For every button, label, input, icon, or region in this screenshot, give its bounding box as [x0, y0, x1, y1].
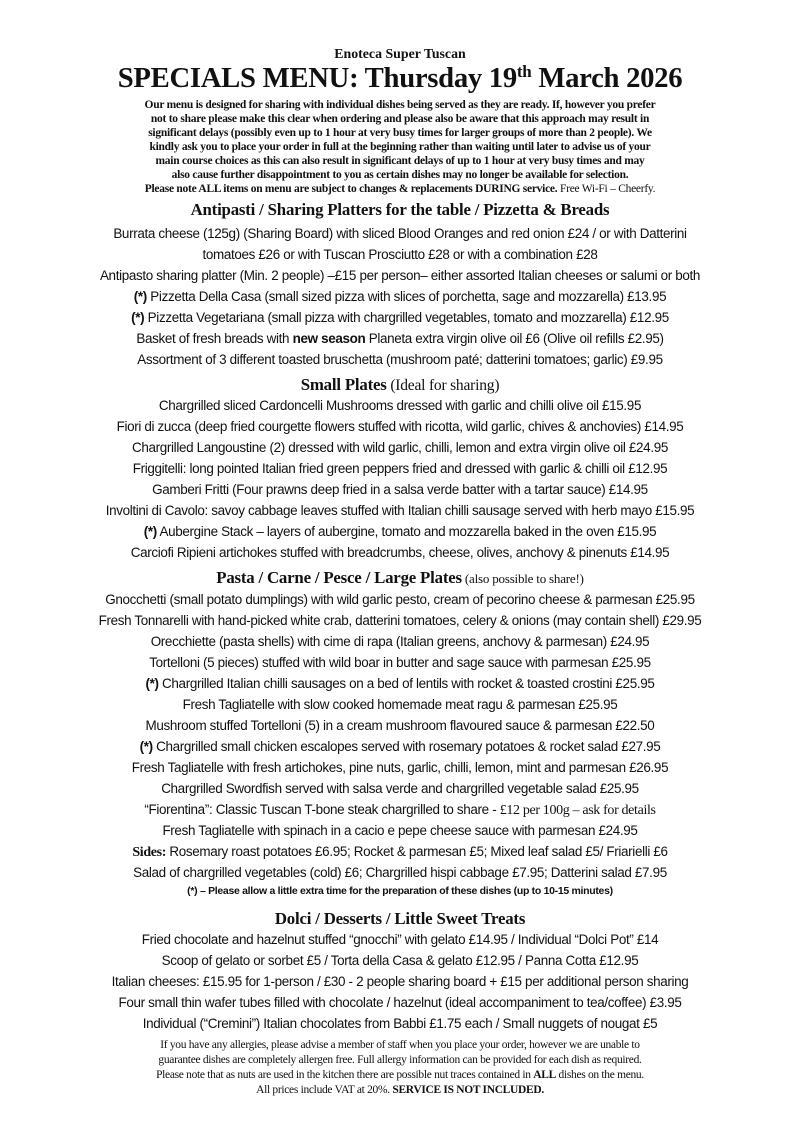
extra-time-marker: (*) — [133, 289, 147, 304]
menu-item: Fried chocolate and hazelnut stuffed “gnocchi” with gelato £14.95 / Individual “Dolci Pot” £14 — [141, 932, 659, 947]
intro-line: main course choices as this can also result in significant delays of up to 1 hour at very busy times and may — [155, 155, 645, 167]
title-month-year: March 2026 — [531, 62, 683, 94]
menu-item: Fresh Tagliatelle with spinach in a cacio e pepe cheese sauce with parmesan £24.95 — [162, 823, 638, 838]
intro-line: Our menu is designed for sharing with individual dishes being served as they are ready. If, however you prefer — [144, 99, 656, 111]
menu-item: Gnocchetti (small potato dumplings) with wild garlic pesto, cream of pecorino cheese & parmesan £25.95 — [105, 592, 695, 607]
extra-time-marker: (*) — [143, 524, 157, 539]
intro-line: not to share please make this clear when ordering and please also be aware that this approach may result in — [150, 113, 650, 125]
nuts-note-end: dishes on the menu. — [555, 1069, 644, 1081]
fiorentina-price: £12 per 100g – ask for details — [499, 803, 656, 818]
fiorentina-text: “Fiorentina”: Classic Tuscan T-bone steak chargrilled to share - — [144, 802, 500, 817]
heading-subtext: (Ideal for sharing) — [386, 377, 500, 394]
menu-item: Orecchiette (pasta shells) with cime di rapa (Italian greens, anchovy & parmesan) £24.95 — [150, 634, 650, 649]
sides-line: Salad of chargrilled vegetables (cold) £6; Chargrilled hispi cabbage £7.95; Datterini salad £7.95 — [133, 865, 667, 880]
vat-note: All prices include VAT at 20%. — [256, 1084, 393, 1096]
menu-item-text: Chargrilled small chicken escalopes served with rosemary potatoes & rocket salad £27.95 — [152, 739, 661, 754]
wifi-note: Free Wi-Fi – Cheerfy. — [557, 183, 656, 195]
sides-text: Rosemary roast potatoes £6.95; Rocket & parmesan £5; Mixed leaf salad £5/ Friarielli £6 — [166, 844, 668, 859]
title-main: SPECIALS MENU: Thursday 19 — [117, 62, 517, 94]
menu-item-text: Pizzetta Della Casa (small sized pizza with slices of porchetta, sage and mozzarella) £13.95 — [146, 289, 667, 304]
menu-item: Scoop of gelato or sorbet £5 / Torta della Casa & gelato £12.95 / Panna Cotta £12.95 — [161, 953, 639, 968]
menu-item — [0, 310, 800, 325]
menu-item: Antipasto sharing platter (Min. 2 people) –£15 per person– either assorted Italian cheeses or salumi or both — [99, 268, 701, 283]
menu-item: Fresh Tagliatelle with fresh artichokes, pine nuts, garlic, chilli, lemon, mint and parmesan £26.95 — [131, 760, 669, 775]
menu-item: Four small thin wafer tubes filled with chocolate / hazelnut (ideal accompaniment to tea/coffee) £3.95 — [118, 995, 682, 1010]
extra-time-marker: (*) — [145, 676, 159, 691]
menu-item: Involtini di Cavolo: savoy cabbage leaves stuffed with Italian chilli sausage served with herb mayo £15.95 — [105, 503, 695, 518]
nuts-all: ALL — [533, 1069, 556, 1081]
menu-item — [0, 676, 800, 691]
heading-text: Small Plates — [300, 375, 387, 394]
heading-subtext: (also possible to share!) — [461, 571, 584, 586]
menu-item: Friggitelli: long pointed Italian fried green peppers fried and dressed with garlic & chilli oil £12.95 — [132, 461, 668, 476]
sides-label: Sides: — [132, 845, 167, 860]
menu-item: Gamberi Fritti (Four prawns deep fried in a salsa verde batter with a tartar sauce) £14.95 — [152, 482, 648, 497]
changes-note: Please note ALL items on menu are subject to changes & replacements DURING service. — [144, 183, 558, 195]
menu-item: tomatoes £26 or with Tuscan Prosciutto £28 or with a combination £28 — [202, 247, 598, 262]
heading-text: Pasta / Carne / Pesce / Large Plates — [216, 568, 462, 587]
intro-line: significant delays (possibly even up to 1 hour at very busy times for larger groups of more than 2 people). We — [148, 127, 652, 139]
menu-item: Fresh Tagliatelle with slow cooked homemade meat ragu & parmesan £25.95 — [182, 697, 618, 712]
menu-item-text: Chargrilled Italian chilli sausages on a bed of lentils with rocket & toasted crostini £25.95 — [158, 676, 655, 691]
intro-line: kindly ask you to place your order in full at the beginning rather than waiting until later to advise us of your — [149, 141, 651, 153]
menu-item: Tortelloni (5 pieces) stuffed with wild boar in butter and sage sauce with parmesan £25.95 — [149, 655, 651, 670]
new-season-label: new season — [292, 331, 366, 346]
menu-item-text: Aubergine Stack – layers of aubergine, tomato and mozzarella baked in the oven £15.95 — [156, 524, 657, 539]
section-heading-mains — [0, 568, 800, 588]
sides-line — [0, 844, 800, 861]
extra-time-marker: (*) — [139, 739, 153, 754]
section-heading-desserts: Dolci / Desserts / Little Sweet Treats — [274, 909, 526, 928]
menu-item: Fiori di zucca (deep fried courgette flowers stuffed with ricotta, wild garlic, chives & anchovies) £14.95 — [116, 419, 684, 434]
menu-item — [0, 289, 800, 304]
menu-item: Burrata cheese (125g) (Sharing Board) with sliced Blood Oranges and red onion £24 / or with Datterini — [113, 226, 687, 241]
menu-item: Fresh Tonnarelli with hand-picked white crab, datterini tomatoes, celery & onions (may contain shell) £29.95 — [98, 613, 702, 628]
menu-item-text: Pizzetta Vegetariana (small pizza with chargrilled vegetables, tomato and mozzarella) £12.95 — [144, 310, 669, 325]
footer-line: If you have any allergies, please advise a member of staff when you place your order, however we are unable to — [160, 1039, 640, 1051]
section-heading-small-plates — [0, 375, 800, 395]
menu-item: Individual (“Cremini”) Italian chocolates from Babbi £1.75 each / Small nuggets of nougat £5 — [142, 1016, 658, 1031]
intro-note — [0, 183, 800, 195]
menu-item: Chargrilled Langoustine (2) dressed with wild garlic, chilli, lemon and extra virgin olive oil £24.95 — [132, 440, 668, 455]
intro-line: also cause further disappointment to you as certain dishes may no longer be available for selection. — [171, 169, 629, 181]
footer-line: guarantee dishes are completely allergen free. Full allergy information can be provided for each dish as required. — [158, 1054, 642, 1066]
footer-line — [0, 1069, 800, 1081]
bread-text-rest: Planeta extra virgin olive oil £6 (Olive oil refills £2.95) — [365, 331, 664, 346]
section-heading-antipasti: Antipasti / Sharing Platters for the table / Pizzetta & Breads — [190, 200, 610, 219]
menu-item: Chargrilled sliced Cardoncelli Mushrooms dressed with garlic and chilli olive oil £15.95 — [158, 398, 642, 413]
restaurant-name: Enoteca Super Tuscan — [334, 46, 466, 61]
menu-item-bread — [0, 331, 800, 346]
menu-item: Assortment of 3 different toasted bruschetta (mushroom paté; datterini tomatoes; garlic) £9.95 — [137, 352, 663, 367]
menu-item-fiorentina — [0, 802, 800, 819]
menu-item — [0, 524, 800, 539]
nuts-note: Please note that as nuts are used in the kitchen there are possible nut traces contained in — [156, 1069, 534, 1081]
menu-item: Carciofi Ripieni artichokes stuffed with breadcrumbs, cheese, olives, anchovy & pinenuts £14.95 — [130, 545, 670, 560]
menu-item: Italian cheeses: £15.95 for 1-person / £30 - 2 people sharing board + £15 per additional person sharing — [111, 974, 689, 989]
footer-line — [0, 1084, 800, 1096]
service-note: SERVICE IS NOT INCLUDED. — [392, 1084, 544, 1096]
bread-text: Basket of fresh breads with — [136, 331, 293, 346]
menu-item: Mushroom stuffed Tortelloni (5) in a cream mushroom flavoured sauce & parmesan £22.50 — [145, 718, 655, 733]
page-title — [0, 62, 800, 95]
menu-item — [0, 739, 800, 754]
extra-time-marker: (*) — [131, 310, 145, 325]
extra-time-note: (*) – Please allow a little extra time for the preparation of these dishes (up to 10-15 minutes) — [187, 886, 613, 897]
title-ordinal: th — [516, 62, 532, 81]
menu-item: Chargrilled Swordfish served with salsa verde and chargrilled vegetable salad £25.95 — [161, 781, 639, 796]
